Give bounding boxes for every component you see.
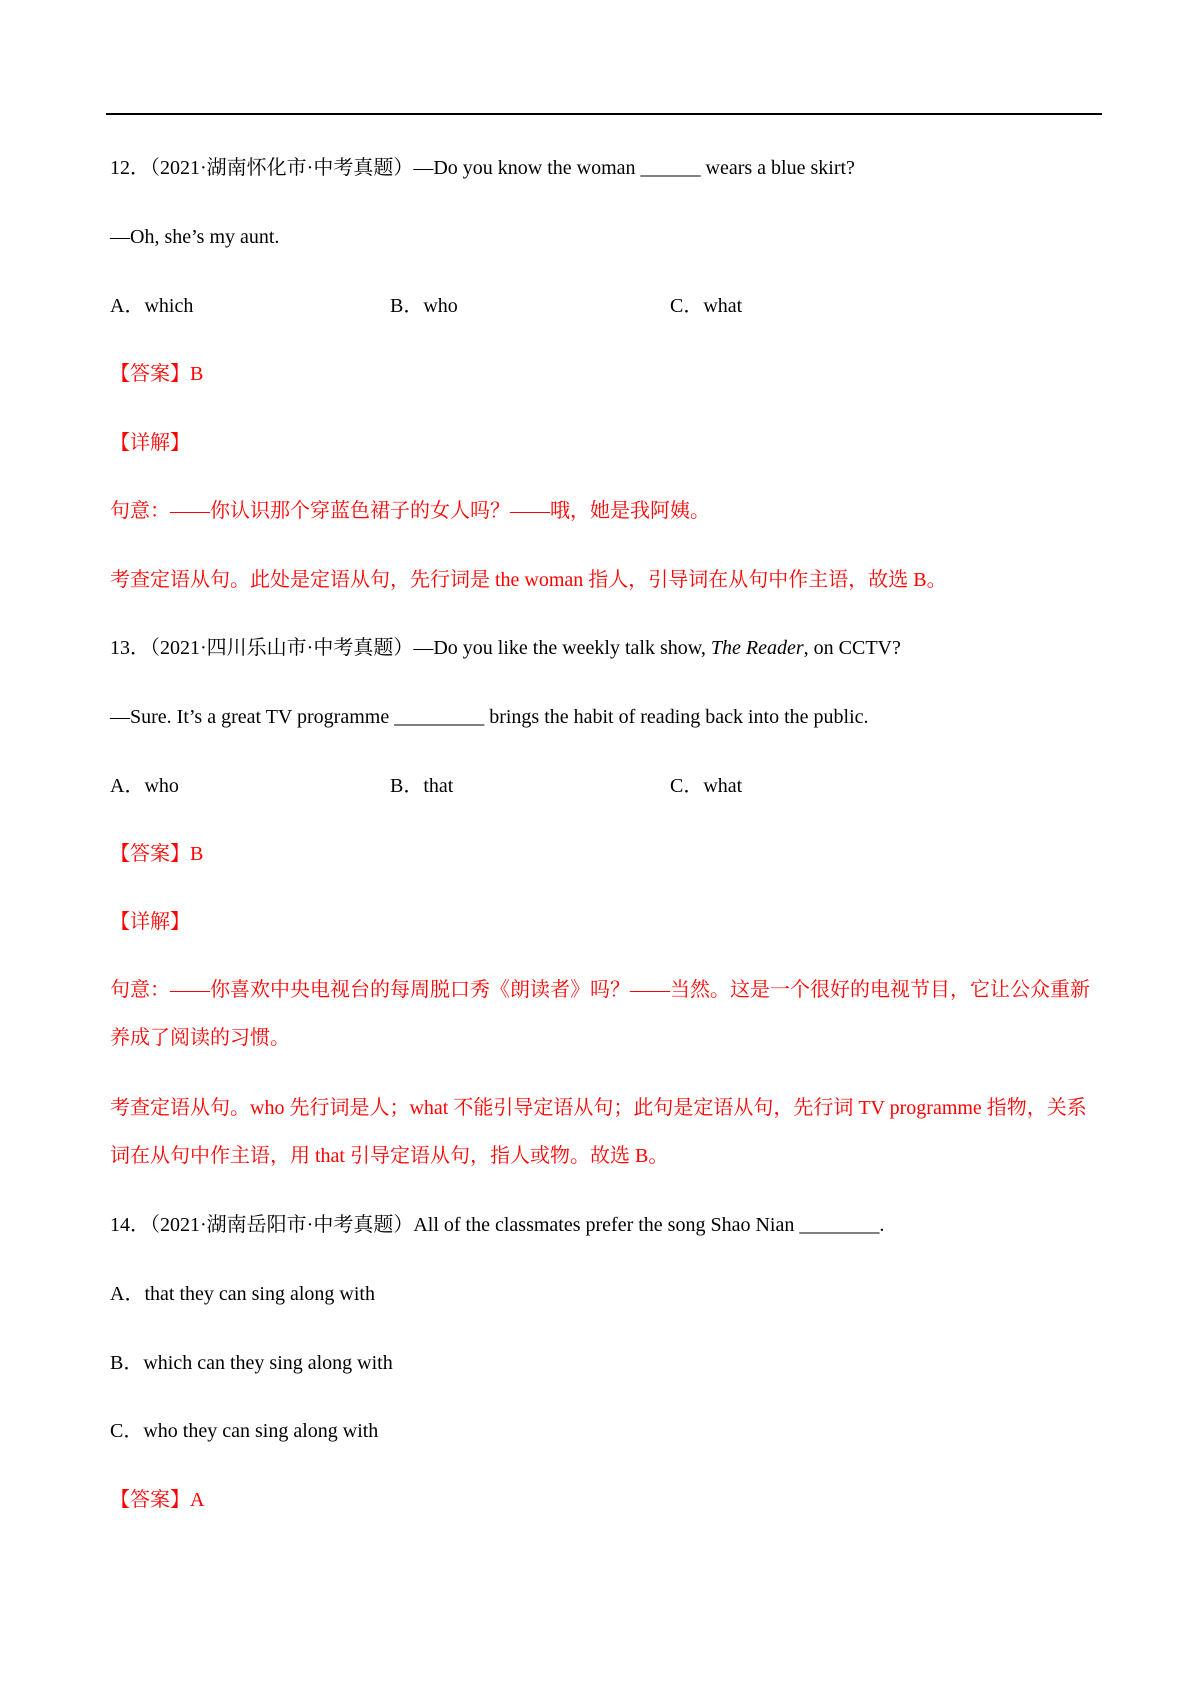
q14-option-a-text: that they can sing along with — [144, 1283, 375, 1305]
q14-option-c-letter: C． — [110, 1420, 144, 1442]
q13-stem — [110, 635, 901, 661]
q12-question: —Do you know the woman ______ wears a blue skirt? — [413, 157, 855, 179]
q12-option-c-text: what — [703, 295, 743, 317]
q14-answer-tag: 【答案】 — [110, 1489, 190, 1511]
q13-show-title: The Reader — [710, 637, 804, 659]
q12-explain-tag: 【详解】 — [110, 432, 190, 454]
q14-number: 14． — [110, 1214, 150, 1236]
q13-explain-tag: 【详解】 — [110, 911, 190, 933]
q14-source: （2021·湖南岳阳市·中考真题） — [150, 1214, 414, 1236]
q12-option-c — [670, 293, 742, 319]
q14-question: All of the classmates prefer the song Shao Nian ________. — [413, 1214, 885, 1236]
q12-answer-tag: 【答案】 — [110, 363, 190, 385]
q12-option-a — [110, 293, 193, 319]
q12-reply: —Oh, she’s my aunt. — [110, 226, 280, 248]
q13-answer — [110, 841, 203, 867]
q13-explain-translation: 句意：——你喜欢中央电视台的每周脱口秀《朗读者》吗？——当然。这是一个很好的电视节目，它让公众重新养成了阅读的习惯。 — [110, 979, 1090, 1049]
q12-option-a-letter: A． — [110, 295, 145, 317]
q13-explain-analysis: 考查定语从句。who 先行词是人；what 不能引导定语从句；此句是定语从句，先行词 TV programme 指物，关系词在从句中作主语，用 that 引导定语从句，指人或物。故选 B。 — [110, 1097, 1087, 1167]
q12-source: （2021·湖南怀化市·中考真题） — [150, 157, 414, 179]
q13-number: 13． — [110, 637, 150, 659]
q13-option-b — [390, 773, 453, 799]
q13-question-end: , on CCTV? — [803, 637, 901, 659]
q12-option-b — [390, 293, 458, 319]
q12-option-b-letter: B． — [390, 295, 424, 317]
q14-stem — [110, 1212, 884, 1238]
q14-option-a — [110, 1281, 375, 1307]
q13-option-a-text: who — [144, 775, 179, 797]
q12-number: 12． — [110, 157, 150, 179]
q14-option-b-text: which can they sing along with — [143, 1352, 393, 1374]
q12-explain-translation: 句意：——你认识那个穿蓝色裙子的女人吗？——哦，她是我阿姨。 — [110, 500, 710, 522]
q12-option-c-letter: C． — [670, 295, 704, 317]
q14-option-c-text: who they can sing along with — [143, 1420, 379, 1442]
q13-reply: —Sure. It’s a great TV programme _________ brings the habit of reading back into the public. — [110, 706, 869, 728]
q13-option-b-text: that — [423, 775, 454, 797]
q14-answer — [110, 1487, 204, 1513]
q14-option-b — [110, 1350, 393, 1376]
q14-option-c — [110, 1418, 378, 1444]
q12-option-b-text: who — [423, 295, 458, 317]
q12-stem — [110, 155, 855, 181]
q13-option-c — [670, 773, 742, 799]
q13-option-a-letter: A． — [110, 775, 145, 797]
q14-option-a-letter: A． — [110, 1283, 145, 1305]
q13-option-c-text: what — [703, 775, 743, 797]
q14-answer-value: A — [190, 1489, 205, 1511]
q14-option-b-letter: B． — [110, 1352, 144, 1374]
q13-option-c-letter: C． — [670, 775, 704, 797]
q13-source: （2021·四川乐山市·中考真题） — [150, 637, 414, 659]
header-rule — [106, 113, 1102, 115]
q12-answer-value: B — [190, 363, 204, 385]
q13-option-b-letter: B． — [390, 775, 424, 797]
q13-answer-tag: 【答案】 — [110, 843, 190, 865]
q12-explain-analysis: 考查定语从句。此处是定语从句，先行词是 the woman 指人，引导词在从句中作主语，故选 B。 — [110, 569, 947, 591]
q13-question-start: —Do you like the weekly talk show, — [413, 637, 711, 659]
q13-answer-value: B — [190, 843, 204, 865]
q12-answer — [110, 361, 203, 387]
q12-option-a-text: which — [144, 295, 194, 317]
q13-option-a — [110, 773, 179, 799]
